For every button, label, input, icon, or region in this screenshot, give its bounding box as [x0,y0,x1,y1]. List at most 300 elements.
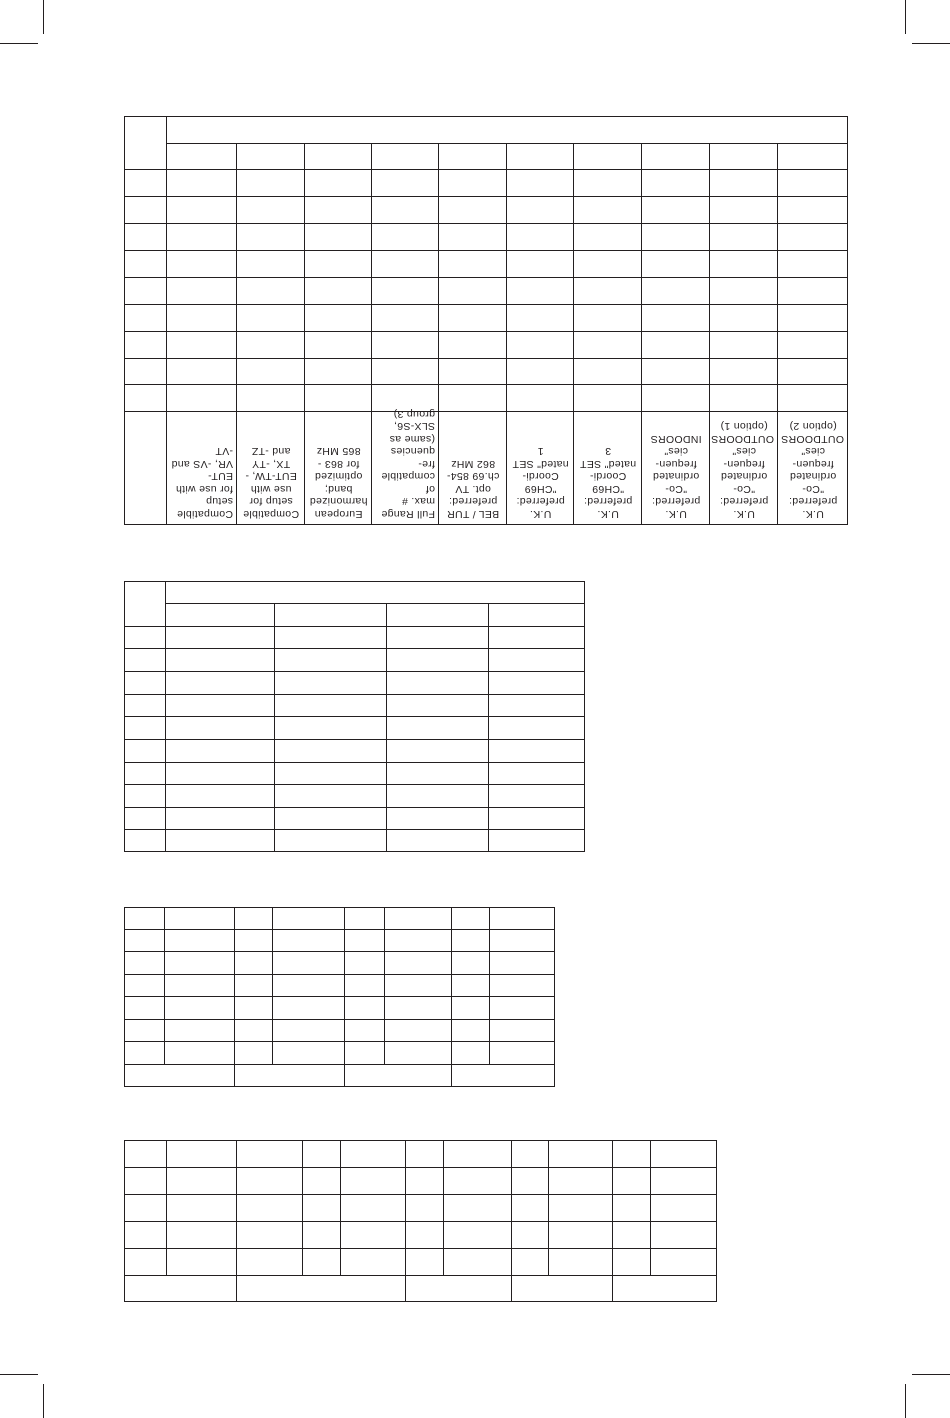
table-cell [274,784,386,807]
row-number-cell [124,223,166,250]
row-number-cell [124,358,166,384]
table-cell [304,223,371,250]
table-cell [236,304,304,331]
channel-cell [344,1019,384,1041]
table-cell [124,1221,166,1248]
row-number-cell [124,304,166,331]
table-cell [709,277,777,304]
table-cell [386,603,488,626]
channel-cell [451,1041,489,1064]
row-number-cell [124,196,166,223]
table-cell [274,716,386,739]
table-cell [166,277,236,304]
table-cell [165,671,274,694]
table-cell [488,829,584,851]
channel-cell [234,1019,272,1041]
channel-cell [234,951,272,974]
table-cell [573,277,641,304]
row-number-cell [124,626,165,648]
table-cell [488,784,584,807]
table-cell [304,384,371,411]
table-cell [274,807,386,829]
table-cell [371,277,438,304]
table-cell [302,1221,340,1248]
setup-label-cell [371,408,438,524]
frequency-cell [272,929,344,951]
table-border [124,524,848,525]
setup-label: U.K. preferred: "CH69 Coordi- nated" SET 3 [579,445,637,520]
setup-label: U.K. preferred: "Co- ordinated frequen- cies" OUTDOORS (option 1) [710,420,774,520]
frequency-cell [164,996,234,1019]
table-cell [488,603,584,626]
table-cell [612,1221,650,1248]
setup-label-cell [709,411,777,524]
table-cell [340,1221,405,1248]
table-cell [438,169,506,196]
table-cell [371,304,438,331]
table-cell [777,304,847,331]
channel-cell [234,1041,272,1064]
table-cell [641,143,709,169]
table-cell [236,384,304,411]
row-number-cell [124,384,166,411]
frequency-cell [164,1019,234,1041]
setup-label-cell [438,411,506,524]
table-cell [166,169,236,196]
frequency-cell [164,1041,234,1064]
channel-cell [124,951,164,974]
channel-cell [451,951,489,974]
table-cell [443,1194,511,1221]
table-cell [386,807,488,829]
table-cell [274,762,386,784]
frequency-cell [489,974,554,996]
table-cell [709,384,777,411]
table-cell [709,143,777,169]
table-cell [506,169,573,196]
table-cell [236,223,304,250]
crop-mark [912,43,950,44]
row-number-cell [124,762,165,784]
table-cell [641,304,709,331]
table-cell [371,143,438,169]
table-cell [573,143,641,169]
table-cell [777,223,847,250]
table-border [584,581,585,852]
table-cell [166,384,236,411]
table-cell [548,1221,612,1248]
table-cell [386,762,488,784]
frequency-cell [272,1041,344,1064]
channel-cell [451,929,489,951]
row-number-cell [124,784,165,807]
table-cell [302,1140,340,1167]
table-cell [612,1167,650,1194]
table-cell [386,648,488,671]
table-cell [612,1248,650,1275]
crop-mark [0,1374,38,1375]
channel-cell [451,907,489,929]
table-cell [386,671,488,694]
table-cell [709,169,777,196]
table-cell [165,648,274,671]
row-number-cell [124,829,165,851]
setup-label-cell [304,411,371,524]
channel-cell [451,1019,489,1041]
table-cell [165,694,274,716]
footer-cell [612,1275,716,1301]
frequency-cell [384,929,451,951]
setup-label: Compatible setup for use with EUT-TW, -TX, -TY and -TZ [242,445,300,520]
table-cell [641,331,709,358]
table-cell [438,358,506,384]
table-cell [488,807,584,829]
table-cell [304,277,371,304]
table-cell [641,223,709,250]
table-cell [274,671,386,694]
footer-cell [344,1064,451,1086]
table-cell [166,1248,236,1275]
table-cell [304,250,371,277]
table-cell [488,762,584,784]
table-cell [165,807,274,829]
frequency-cell [384,1019,451,1041]
table-cell [443,1140,511,1167]
channel-cell [124,929,164,951]
row-number-cell [124,694,165,716]
corner-cell [124,581,165,626]
table-cell [511,1167,548,1194]
table-cell [274,694,386,716]
channel-cell [344,951,384,974]
table-cell [166,196,236,223]
table-cell [548,1248,612,1275]
crop-mark [43,0,44,34]
table-cell [506,196,573,223]
setup-label-cell [506,411,573,524]
table-cell [405,1221,443,1248]
crop-mark [905,1384,906,1418]
table-cell [488,716,584,739]
table-border [124,851,585,852]
table-cell [304,331,371,358]
table-cell [304,143,371,169]
table-cell [573,196,641,223]
table-cell [511,1221,548,1248]
table-cell [371,223,438,250]
row-number-cell [124,277,166,304]
table-cell [777,331,847,358]
table-cell [488,626,584,648]
table-cell [124,1248,166,1275]
table-cell [488,648,584,671]
table-cell [166,250,236,277]
table-cell [405,1167,443,1194]
frequency-cell [164,929,234,951]
table-cell [165,829,274,851]
table-cell [650,1194,716,1221]
table-cell [302,1167,340,1194]
table-cell [371,196,438,223]
table-cell [506,277,573,304]
table-cell [650,1140,716,1167]
table-cell [371,358,438,384]
table-cell [302,1248,340,1275]
table-cell [236,277,304,304]
table-cell [124,1140,166,1167]
table-cell [165,603,274,626]
table-cell [548,1167,612,1194]
frequency-cell [489,1019,554,1041]
channel-cell [451,974,489,996]
table-cell [573,250,641,277]
setup-label: U.K. preferred: "Co- ordinated frequen- cies" OUTDOORS (option 2) [780,420,844,520]
table-cell [438,304,506,331]
label-corner-cell [124,411,166,524]
group-header-cell [166,116,847,143]
setup-label: BEL / TUR preferred: opt. TV ch.69 854-862 MHz [446,458,500,520]
table-cell [573,358,641,384]
table-cell [777,250,847,277]
table-cell [236,1248,302,1275]
table-border [847,116,848,525]
channel-cell [234,974,272,996]
channel-cell [344,929,384,951]
table-cell [405,1248,443,1275]
table-cell [511,1194,548,1221]
table-cell [304,304,371,331]
frequency-cell [272,1019,344,1041]
table-cell [340,1248,405,1275]
table-cell [438,277,506,304]
table-cell [612,1194,650,1221]
table-cell [236,1194,302,1221]
table-border [554,907,555,1087]
footer-cell [124,1275,236,1301]
table-cell [165,626,274,648]
frequency-cell [384,1041,451,1064]
table-cell [777,169,847,196]
table-cell [386,784,488,807]
table-cell [506,143,573,169]
table-cell [573,304,641,331]
table-cell [438,331,506,358]
group-header-cell [165,581,584,603]
table-cell [386,739,488,762]
frequency-cell [272,996,344,1019]
table-cell [236,169,304,196]
table-cell [236,250,304,277]
table-cell [236,1140,302,1167]
table-cell [371,169,438,196]
table-cell [641,277,709,304]
crop-mark [0,43,38,44]
table-cell [506,250,573,277]
table-cell [340,1140,405,1167]
channel-cell [124,996,164,1019]
table-cell [777,384,847,411]
setup-label: U.K. preferred: "Co- ordinated frequen- cies" INDOORS [650,433,702,520]
footer-cell [451,1064,554,1086]
table-cell [166,143,236,169]
table-cell [386,626,488,648]
channel-cell [234,996,272,1019]
corner-cell [124,116,166,169]
channel-cell [344,907,384,929]
table-cell [573,223,641,250]
table-cell [443,1248,511,1275]
table-cell [709,331,777,358]
row-number-cell [124,169,166,196]
table-cell [166,223,236,250]
table-cell [506,331,573,358]
table-cell [304,358,371,384]
table-cell [506,358,573,384]
table-cell [274,739,386,762]
channel-cell [124,907,164,929]
row-number-cell [124,716,165,739]
table-cell [506,223,573,250]
table-cell [236,331,304,358]
frequency-cell [272,907,344,929]
table-cell [438,223,506,250]
crop-mark [43,1384,44,1418]
table-cell [340,1194,405,1221]
table-cell [166,1194,236,1221]
setup-label-cell [777,411,847,524]
table-cell [573,331,641,358]
footer-cell [511,1275,612,1301]
table-cell [124,1167,166,1194]
frequency-cell [272,974,344,996]
table-border [124,1086,555,1087]
table-cell [438,196,506,223]
channel-cell [124,1041,164,1064]
table-cell [641,196,709,223]
frequency-cell [272,951,344,974]
table-cell [709,250,777,277]
frequency-cell [164,907,234,929]
table-cell [548,1140,612,1167]
table-cell [371,331,438,358]
frequency-cell [164,951,234,974]
table-cell [641,169,709,196]
footer-cell [405,1275,511,1301]
crop-mark [912,1374,950,1375]
channel-cell [124,974,164,996]
footer-cell [124,1064,234,1086]
setup-label-cell [236,411,304,524]
table-cell [166,1140,236,1167]
setup-label: Compatible setup for use with EUT- VR, -VS and -VT [171,445,233,520]
frequency-cell [384,996,451,1019]
table-cell [438,384,506,411]
table-cell [488,739,584,762]
table-cell [438,143,506,169]
table-cell [573,169,641,196]
table-cell [506,384,573,411]
table-cell [709,304,777,331]
frequency-cell [489,907,554,929]
channel-cell [234,907,272,929]
channel-cell [124,1019,164,1041]
table-cell [302,1194,340,1221]
table-border [716,1140,717,1302]
setup-label-cell [641,411,709,524]
table-cell [511,1248,548,1275]
table-cell [386,716,488,739]
frequency-cell [489,929,554,951]
frequency-cell [384,907,451,929]
setup-label: European harmonized band; optimized for 863 - 865 MHz [309,445,368,520]
table-cell [777,277,847,304]
frequency-cell [384,974,451,996]
table-cell [511,1140,548,1167]
row-number-cell [124,671,165,694]
table-cell [274,648,386,671]
row-number-cell [124,250,166,277]
table-cell [650,1221,716,1248]
table-cell [506,304,573,331]
setup-label: Full Range max. # of compatible fre- quencies (same as SLX-S6, group 3) [381,408,435,520]
table-cell [236,1167,302,1194]
row-number-cell [124,648,165,671]
channel-cell [344,974,384,996]
setup-label-cell [166,411,236,524]
footer-cell [236,1275,405,1301]
table-cell [405,1140,443,1167]
crop-mark [905,0,906,34]
table-cell [236,143,304,169]
table-cell [641,358,709,384]
table-cell [236,196,304,223]
table-cell [386,829,488,851]
table-cell [166,1221,236,1248]
table-cell [165,762,274,784]
frequency-cell [489,996,554,1019]
table-cell [405,1194,443,1221]
table-border [124,1301,717,1302]
table-cell [641,250,709,277]
frequency-cell [384,951,451,974]
table-cell [386,694,488,716]
table-cell [641,384,709,411]
table-cell [612,1140,650,1167]
table-cell [274,829,386,851]
table-cell [777,358,847,384]
table-cell [709,358,777,384]
table-cell [438,250,506,277]
table-cell [236,1221,302,1248]
table-cell [443,1167,511,1194]
table-cell [166,331,236,358]
table-cell [340,1167,405,1194]
channel-cell [234,929,272,951]
table-cell [165,716,274,739]
table-cell [304,196,371,223]
setup-label: U.K. preferred: "CH69 Coordi- nated" SET 1 [512,445,569,520]
footer-cell [234,1064,344,1086]
channel-cell [451,996,489,1019]
frequency-cell [164,974,234,996]
frequency-cell [489,951,554,974]
table-cell [124,1194,166,1221]
table-cell [709,196,777,223]
row-number-cell [124,807,165,829]
table-cell [650,1167,716,1194]
table-cell [650,1248,716,1275]
setup-label-cell [573,411,641,524]
